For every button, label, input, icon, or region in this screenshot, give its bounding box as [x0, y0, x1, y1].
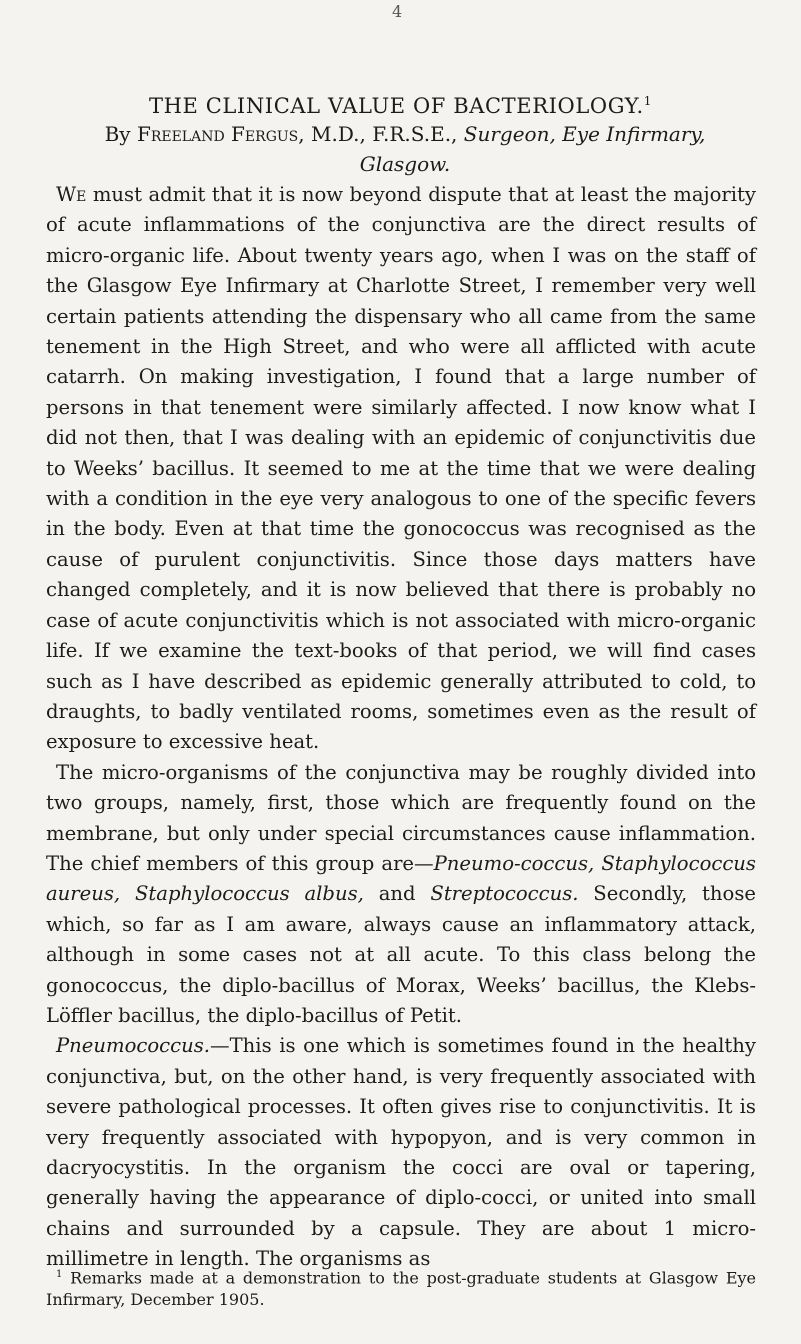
byline-by: By — [104, 122, 131, 146]
paragraph-2-species-2: Streptococcus. — [430, 882, 579, 906]
author-position: Surgeon, Eye Infirmary, Glasgow. — [359, 122, 706, 176]
author-degrees: , M.D., F.R.S.E., — [298, 122, 464, 146]
paragraph-3-text: —This is one which is sometimes found in the healthy conjunctiva, but, on the other hand, is very frequently associated with severe pathological processes. It often gives rise to conjunctivitis. It is very frequently associated with hypopyon, and is very common in dacryocystitis. In the organism the cocci are oval or tapering, generally having the appearance of diplo-cocci, or united into small chains and surrounded by a capsule. They are about 1 micro-millimetre in length. The organisms as — [46, 1034, 756, 1271]
paragraph-2-species: Pneumo-coccus, Staphylococcus aureus, Staphylococcus albus, — [46, 851, 756, 906]
footnote-text: Remarks made at a demonstration to the post-graduate students at Glasgow Eye Infirmary, December 1905. — [46, 1268, 756, 1310]
footnote-mark: 1 — [56, 1269, 63, 1280]
paragraph-2-text-c: Secondly, those which, so far as I am aware, always cause an inflammatory attack, although in some cases not at all acute. To this class belong the gonococcus, the diplo-bacillus of Morax, Weeks’ bacillus, the Klebs-Löffler bacillus, the diplo-bacillus of Petit. — [46, 882, 756, 1027]
section-heading-pneumococcus: Pneumococcus. — [56, 1034, 211, 1058]
footnote — [46, 1264, 756, 1311]
paragraph-1-text: must admit that it is now beyond dispute that at least the majority of acute inflammations of the conjunctiva are the direct results of micro-organic life. About twenty years ago, when I was on the staff of the Glasgow Eye Infirmary at Charlotte Street, I remember very well certain patients attending the dispensary who all came from the same tenement in the High Street, and who were all afflicted with acute catarrh. On making investigation, I found that a large number of persons in that tenement were similarly affected. I now know what I did not then, that I was dealing with an epidemic of conjunctivitis due to Weeks’ bacillus. It seemed to me at the time that we were dealing with a condition in the eye very analogous to one of the specific fevers in the body. Even at that time the gonococcus was recognised as the cause of purulent conjunctivitis. Since those days matters have changed completely, and it is now believed that there is probably no case of acute conjunctivitis which is not associated with micro-organic life. If we examine the text-books of that period, we will find cases such as I have described as epidemic generally attributed to cold, to draughts, to badly ventilated rooms, sometimes even as the result of exposure to excessive heat. — [46, 183, 756, 754]
title-footnote-mark: 1 — [643, 94, 652, 108]
paragraph-2 — [46, 758, 756, 1032]
page-folio: 4 — [392, 2, 403, 21]
paragraph-1 — [46, 180, 756, 758]
paragraph-3 — [46, 1031, 756, 1274]
paragraph-1-lead: We — [56, 183, 87, 206]
article-title — [0, 88, 801, 119]
article-body — [46, 180, 756, 1275]
byline — [60, 119, 750, 179]
author-name: Freeland Fergus — [136, 122, 299, 146]
paragraph-2-text-b: and — [363, 882, 431, 906]
title-text: THE CLINICAL VALUE OF BACTERIOLOGY. — [148, 94, 644, 118]
paragraph-2-text-a: The micro-organisms of the conjunctiva may be roughly divided into two groups, namely, first, those which are frequently found on the membrane, but only under special circumstances cause inflammation. The chief members of this group are— — [46, 760, 756, 875]
